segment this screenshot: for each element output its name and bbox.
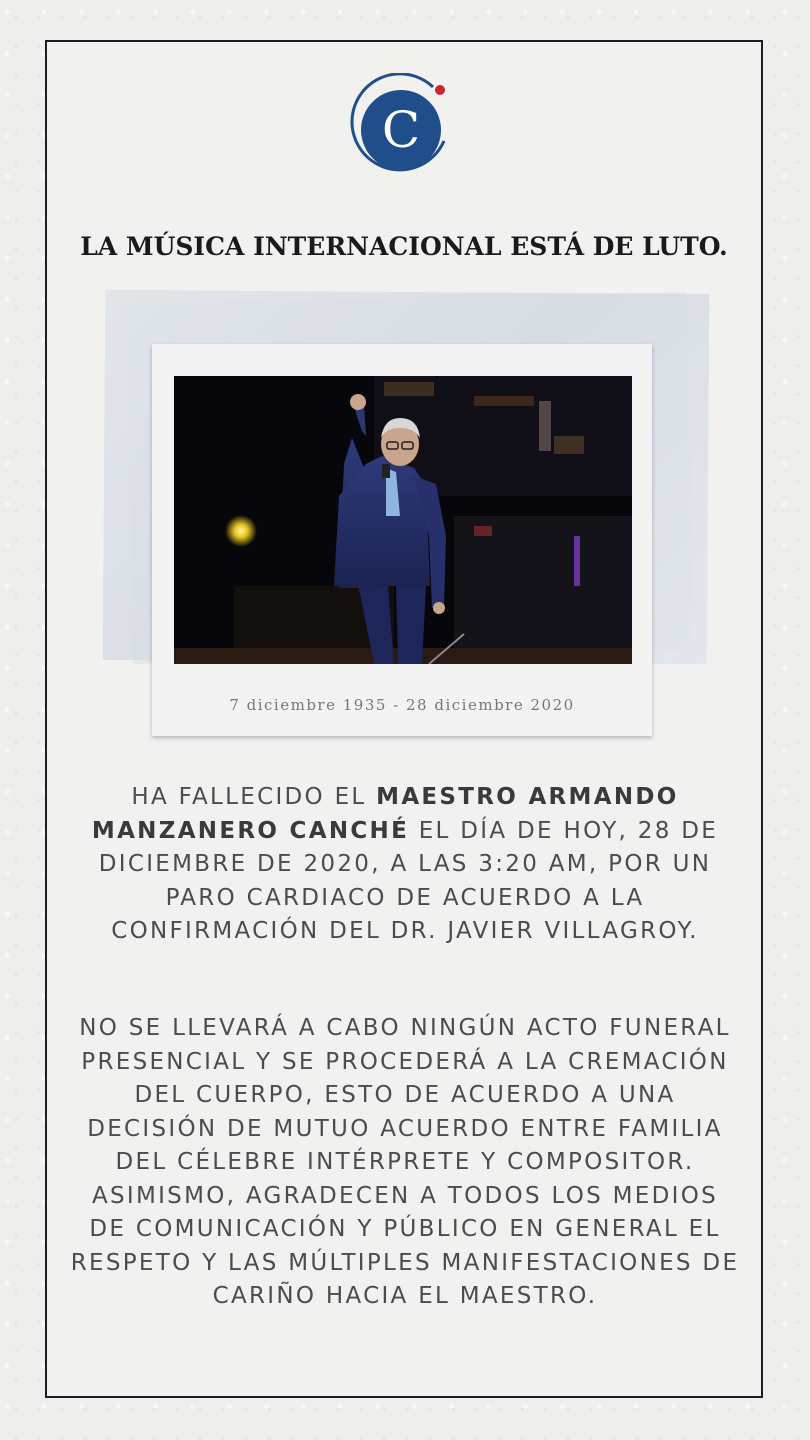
logo-letter: C (381, 101, 421, 159)
brand-logo (349, 73, 453, 185)
singer-photo (174, 376, 632, 664)
life-dates-caption: 7 diciembre 1935 - 28 diciembre 2020 (229, 696, 575, 714)
announcement-paragraph (70, 781, 740, 949)
polaroid-frame (152, 344, 652, 736)
paragraph-intro: HA FALLECIDO EL (131, 784, 377, 810)
headline: LA MÚSICA INTERNACIONAL ESTÁ DE LUTO. (80, 232, 728, 261)
deceased-name: MAESTRO ARMANDO MANZANERO CANCHÉ (91, 784, 679, 844)
paragraph-details: EL DÍA DE HOY, 28 DE DICIEMBRE DE 2020, A LAS 3:20 AM, POR UN PARO CARDIACO DE ACUERDO A LA CONFIRMACIÓN DEL DR. JAVIER VILLAGROY. (98, 817, 719, 944)
funeral-info-paragraph: NO SE LLEVARÁ A CABO NINGÚN ACTO FUNERAL PRESENCIAL Y SE PROCEDERÁ A LA CREMACIÓN DEL CUERPO, ESTO DE ACUERDO A UNA DECISIÓN DE MUTUO ACUERDO ENTRE FAMILIA DEL CÉLEBRE INTÉRPRETE Y COMPOSITOR. ASIMISMO, AGRADECEN A TODOS LOS MEDIOS DE COMUNICACIÓN Y PÚBLICO EN GENERAL EL RESPETO Y LAS MÚLTIPLES MANIFESTACIONES DE CARIÑO HACIA EL MAESTRO. (70, 1015, 740, 1309)
